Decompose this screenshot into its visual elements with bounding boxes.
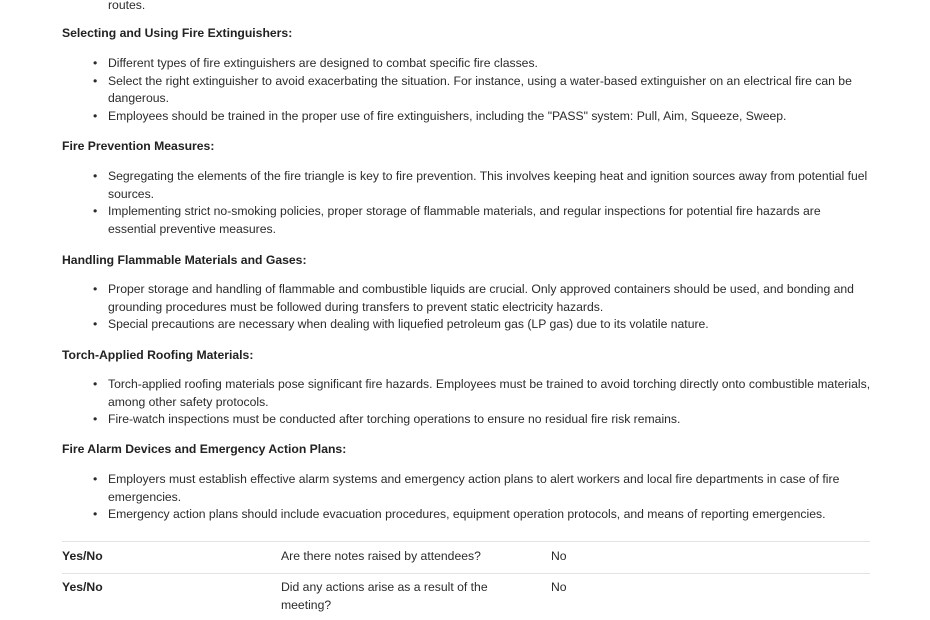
bullet-icon: • [93, 377, 98, 391]
question-type: Yes/No [62, 580, 103, 594]
bullet-icon: • [93, 282, 98, 296]
previous-text-fragment: routes. [108, 0, 146, 12]
list-item: • Torch-applied roofing materials pose significant fire hazards. Employees must be trained to avoid torching directly onto combustible materials, among other safety protocols. [93, 377, 871, 409]
bullet-icon: • [93, 507, 98, 522]
list-item: • Different types of fire extinguishers are designed to combat specific fire classes. [62, 55, 872, 73]
question-text: Are there notes raised by attendees? [281, 549, 481, 563]
bullet-icon: • [93, 169, 98, 183]
list-item: • Employees should be trained in the proper use of fire extinguishers, including the "PASS" system: Pull, Aim, Squeeze, Sweep. [62, 108, 872, 126]
bullet-icon: • [93, 412, 98, 427]
list-item: • Special precautions are necessary when dealing with liquefied petroleum gas (LP gas) due to its volatile nature. [62, 316, 872, 334]
section-heading: Fire Prevention Measures: [62, 139, 215, 153]
section-heading: Fire Alarm Devices and Emergency Action Plans: [62, 442, 347, 456]
list-item: • Implementing strict no-smoking policies, proper storage of flammable materials, and regular inspections for potential fire hazards are essential preventive measures. [93, 204, 821, 236]
bullet-icon: • [93, 56, 98, 70]
list-item: • Segregating the elements of the fire triangle is key to fire prevention. This involves keeping heat and ignition sources away from potential fuel sources. [93, 169, 868, 201]
bullet-icon: • [93, 204, 98, 219]
section-selecting-extinguishers [62, 25, 872, 123]
bullet-icon: • [93, 317, 98, 332]
section-flammable-materials [62, 252, 872, 332]
section-fire-prevention [62, 138, 872, 236]
list-item: • Emergency action plans should include evacuation procedures, equipment operation protocols, and means of reporting emergencies. [62, 506, 872, 524]
section-torch-roofing [62, 347, 872, 427]
section-heading: Torch-Applied Roofing Materials: [62, 348, 254, 362]
section-alarm-emergency [62, 441, 872, 522]
question-text: Did any actions arise as a result of the meeting? [281, 580, 488, 612]
list-item: • Employers must establish effective alarm systems and emergency action plans to alert workers and local fire departments in case of fire emergencies. [93, 472, 840, 504]
list-item: • Proper storage and handling of flammable and combustible liquids are crucial. Only approved containers should be used, and bonding and grounding procedures must be followed during transfers to prevent static electricity hazards. [93, 282, 854, 314]
section-heading: Handling Flammable Materials and Gases: [62, 253, 307, 267]
row-divider [62, 573, 870, 574]
bullet-list [62, 55, 872, 125]
list-item: • Fire-watch inspections must be conducted after torching operations to ensure no residual fire risk remains. [62, 411, 872, 429]
bullet-list [62, 471, 872, 524]
bullet-list [62, 376, 872, 429]
list-item: • Select the right extinguisher to avoid exacerbating the situation. For instance, using a water-based extinguisher on an electrical fire can be dangerous. [93, 73, 852, 106]
bullet-icon: • [93, 73, 98, 88]
bullet-icon: • [93, 472, 98, 486]
section-heading: Selecting and Using Fire Extinguishers: [62, 26, 293, 40]
row-divider [62, 541, 870, 542]
question-answer: No [551, 580, 567, 594]
bullet-list [62, 281, 872, 334]
bullet-list [62, 168, 872, 238]
question-answer: No [551, 549, 567, 563]
bullet-icon: • [93, 108, 98, 123]
question-type: Yes/No [62, 549, 103, 563]
